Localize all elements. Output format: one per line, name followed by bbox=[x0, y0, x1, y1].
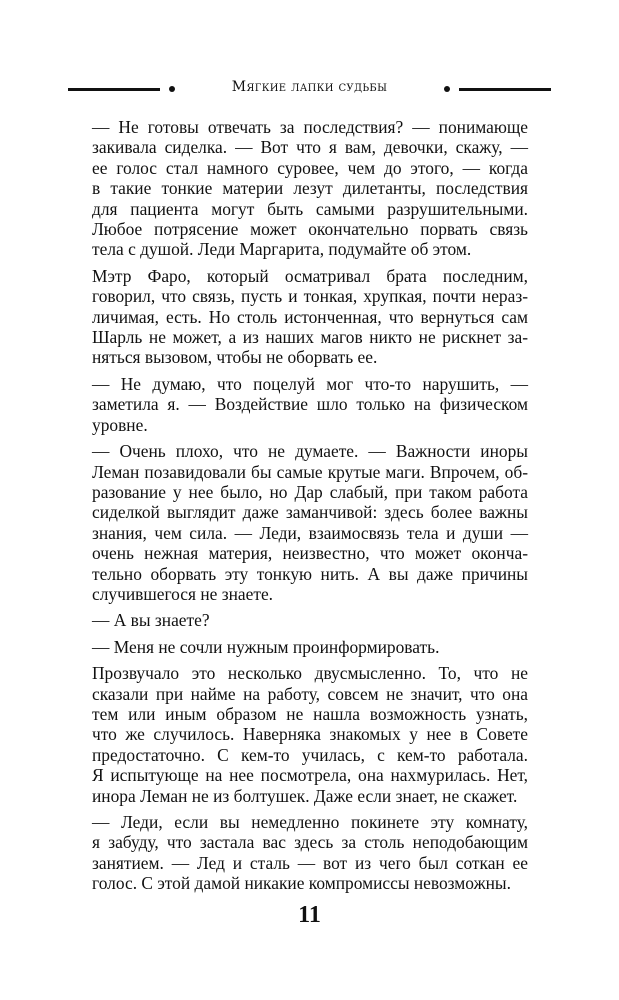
text-line: инора Леман не из болтушек. Даже если знает, не скажет. bbox=[92, 785, 518, 806]
text-line: — Очень плохо, что не думаете. — Важности иноры bbox=[92, 441, 528, 462]
text-line: Я испытующе на нее посмотрела, она нахмурилась. Нет, bbox=[92, 765, 528, 786]
text-line: тем или иным образом не нашла возможность узнать, bbox=[92, 703, 528, 724]
paragraph bbox=[68, 266, 528, 368]
text-line: Любое потрясение может окончательно порвать связь bbox=[92, 219, 528, 240]
text-line: няться вызовом, чтобы не оборвать ее. bbox=[92, 347, 378, 368]
text-line: я забуду, что застала вас здесь за столь неподобающим bbox=[92, 832, 528, 853]
text-line: голос. С этой дамой никакие компромиссы невозможны. bbox=[92, 873, 511, 894]
paragraph bbox=[68, 812, 528, 894]
text-line: случившегося не знаете. bbox=[92, 583, 274, 604]
text-line: для пациента могут быть самыми разрушительными. bbox=[92, 198, 528, 219]
text-line: Шарль не может, а из наших магов никто не рискнет за- bbox=[92, 327, 528, 348]
paragraph bbox=[68, 117, 528, 260]
page-number: 11 bbox=[298, 902, 321, 928]
text-line: Прозвучало это несколько двусмысленно. То, что не bbox=[92, 663, 528, 684]
paragraph bbox=[68, 610, 528, 630]
text-line: знания, чем сила. — Леди, взаимосвязь тела и души — bbox=[92, 522, 528, 543]
running-header bbox=[68, 78, 551, 102]
text-line: — Леди, если вы немедленно покинете эту комнату, bbox=[92, 812, 528, 832]
text-line: Леман позавидовали бы самые крутые маги. Впрочем, об- bbox=[92, 461, 528, 482]
paragraph bbox=[68, 637, 528, 657]
text-line: что же случилось. Наверняка знакомых у нее в Совете bbox=[92, 724, 528, 745]
text-line: сказали при найме на работу, совсем не значит, что она bbox=[92, 683, 528, 704]
paragraph bbox=[68, 441, 528, 604]
text-line: тела с душой. Леди Маргарита, подумайте об этом. bbox=[92, 239, 472, 260]
text-line: тельно оборвать эту тонкую нить. А вы даже причины bbox=[92, 563, 528, 584]
text-line: предостаточно. С кем-то училась, с кем-то работала. bbox=[92, 744, 528, 765]
text-line: — Не думаю, что поцелуй мог что-то нарушить, — bbox=[92, 373, 528, 394]
text-line: очень нежная материя, неизвестно, что может оконча- bbox=[92, 543, 528, 564]
header-rule-right bbox=[459, 88, 551, 91]
text-line: Мэтр Фаро, который осматривал брата последним, bbox=[92, 265, 528, 286]
text-line: личимая, есть. Но столь истонченная, что вернуться сам bbox=[92, 306, 528, 327]
text-line: разование у нее было, но Дар слабый, при таком работа bbox=[92, 481, 528, 502]
running-title: Мягкие лапки судьбы bbox=[231, 79, 388, 95]
text-line: в такие тонкие материи лезут дилетанты, последствия bbox=[92, 178, 528, 199]
text-line: — Меня не сочли нужным проинформировать. bbox=[92, 636, 440, 657]
header-dot-right bbox=[444, 86, 450, 92]
text-line: заметила я. — Воздействие шло только на физическом bbox=[92, 394, 528, 415]
text-line: уровне. bbox=[92, 414, 148, 435]
text-line: — Не готовы отвечать за последствия? — понимающе bbox=[92, 117, 528, 137]
text-line: сиделкой выглядит даже заманчивой: здесь более важны bbox=[92, 502, 528, 523]
text-line: закивала сиделка. — Вот что я вам, девочки, скажу, — bbox=[92, 137, 528, 158]
text-line: — А вы знаете? bbox=[92, 610, 210, 631]
text-line: говорил, что связь, пусть и тонкая, хрупкая, почти нераз- bbox=[92, 286, 528, 307]
text-line: ее голос стал намного суровее, чем до этого, — когда bbox=[92, 157, 528, 178]
paragraph bbox=[68, 663, 528, 806]
body-text bbox=[68, 117, 528, 894]
text-line: занятием. — Лед и сталь — вот из чего был соткан ее bbox=[92, 852, 528, 873]
paragraph bbox=[68, 374, 528, 435]
